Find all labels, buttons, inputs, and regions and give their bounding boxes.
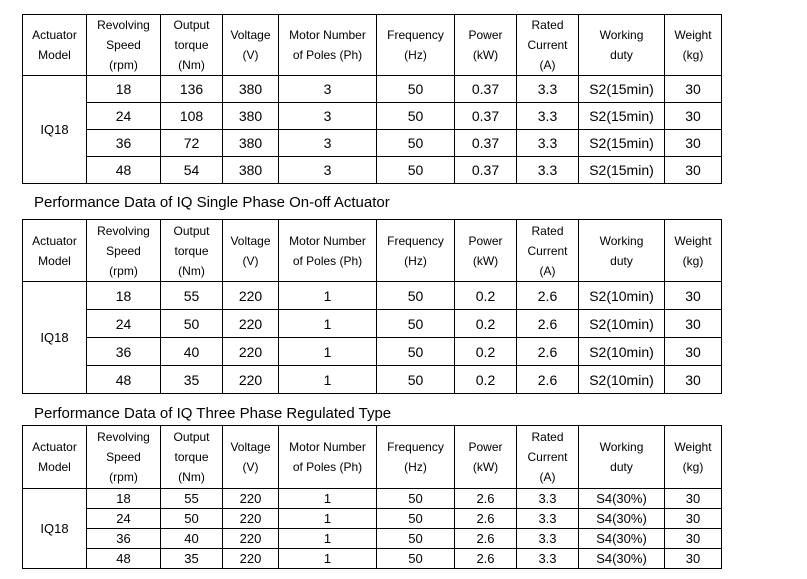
header-line: (V): [242, 253, 259, 268]
header-line: (rpm): [109, 470, 138, 484]
column-header: [455, 15, 517, 76]
model-cell: IQ18: [23, 489, 87, 569]
table-cell: 1: [279, 489, 377, 509]
column-header: [665, 15, 722, 76]
header-line: Rated: [531, 18, 564, 32]
header-line: Model: [38, 253, 71, 268]
performance-table-1: [22, 14, 722, 184]
header-line: Revolving: [97, 18, 150, 32]
header-line: (Hz): [404, 460, 427, 474]
table-cell: 0.2: [455, 310, 517, 338]
header-line: Speed: [106, 243, 141, 258]
table-cell: 50: [377, 76, 455, 103]
table-cell: 50: [377, 529, 455, 549]
table-cell: 0.2: [455, 282, 517, 310]
column-header: [579, 15, 665, 76]
table-cell: 2.6: [517, 338, 579, 366]
table-cell: 50: [161, 509, 223, 529]
performance-table-2: [22, 219, 722, 394]
header-line: (kW): [472, 460, 499, 474]
table-cell: 36: [87, 529, 161, 549]
header-line: Power: [468, 233, 503, 248]
table-cell: 50: [377, 157, 455, 184]
table-cell: 3.3: [517, 157, 579, 184]
model-cell: IQ18: [23, 76, 87, 184]
table-cell: 3.3: [517, 103, 579, 130]
column-header: [23, 220, 87, 282]
header-line: (Hz): [404, 253, 427, 268]
header-line: duty: [610, 253, 633, 268]
table-cell: 0.37: [455, 103, 517, 130]
column-header: [87, 15, 161, 76]
header-line: Output: [173, 18, 210, 32]
header-line: (A): [539, 58, 556, 72]
table-3-caption: Performance Data of IQ Three Phase Regulated Type: [34, 405, 392, 422]
table-cell: 1: [279, 509, 377, 529]
table-cell: 50: [377, 489, 455, 509]
table-cell: 36: [87, 130, 161, 157]
table-cell: 0.2: [455, 338, 517, 366]
header-line: (V): [242, 460, 259, 474]
table-cell: S2(15min): [579, 103, 665, 130]
table-cell: 30: [665, 157, 722, 184]
header-line: of Poles (Ph): [292, 253, 363, 268]
table-cell: S2(10min): [579, 366, 665, 394]
header-line: Motor Number: [289, 233, 366, 248]
table-cell: 18: [87, 76, 161, 103]
header-line: (Nm): [178, 58, 205, 72]
table-cell: 220: [223, 310, 279, 338]
table-cell: 2.6: [455, 489, 517, 509]
table-cell: S2(10min): [579, 282, 665, 310]
table-cell: 380: [223, 103, 279, 130]
table-cell: S2(15min): [579, 76, 665, 103]
header-line: Motor Number: [289, 28, 366, 42]
table-cell: 1: [279, 310, 377, 338]
table-cell: 50: [377, 509, 455, 529]
header-line: Current: [527, 38, 568, 52]
column-header: [161, 426, 223, 489]
table-cell: 30: [665, 338, 722, 366]
header-line: Revolving: [97, 430, 150, 444]
table-cell: 380: [223, 157, 279, 184]
header-line: Weight: [674, 440, 712, 454]
table-cell: 3: [279, 103, 377, 130]
table-cell: 1: [279, 366, 377, 394]
table-cell: 380: [223, 76, 279, 103]
table-cell: 0.37: [455, 76, 517, 103]
table-cell: 380: [223, 130, 279, 157]
header-line: Working: [599, 440, 644, 454]
header-line: Output: [173, 223, 210, 238]
table-cell: 30: [665, 529, 722, 549]
table-cell: 30: [665, 310, 722, 338]
table-cell: S4(30%): [579, 489, 665, 509]
table-cell: 50: [377, 366, 455, 394]
table-cell: 18: [87, 489, 161, 509]
header-line: Actuator: [32, 233, 77, 248]
table-cell: 3.3: [517, 76, 579, 103]
column-header: [23, 15, 87, 76]
header-line: Model: [38, 460, 71, 474]
table-row: [23, 282, 722, 310]
table-cell: 30: [665, 489, 722, 509]
header-line: Power: [468, 28, 503, 42]
header-line: (kg): [682, 48, 704, 62]
column-header: [161, 15, 223, 76]
header-line: Frequency: [387, 440, 444, 454]
table-cell: 50: [377, 310, 455, 338]
table-cell: 2.6: [517, 366, 579, 394]
column-header: [223, 426, 279, 489]
table-row: [23, 103, 722, 130]
header-line: Current: [527, 243, 568, 258]
header-line: (rpm): [109, 58, 138, 72]
table-cell: 0.2: [455, 366, 517, 394]
header-line: Actuator: [32, 440, 77, 454]
header-line: Weight: [674, 233, 712, 248]
table-cell: 30: [665, 76, 722, 103]
table-cell: 50: [377, 338, 455, 366]
header-line: torque: [174, 38, 209, 52]
column-header: [23, 426, 87, 489]
model-cell: IQ18: [23, 282, 87, 394]
table-cell: 1: [279, 549, 377, 569]
header-line: Weight: [674, 28, 712, 42]
table-row: [23, 529, 722, 549]
header-line: Voltage: [230, 440, 271, 454]
table-cell: 48: [87, 549, 161, 569]
table-cell: 3.3: [517, 130, 579, 157]
table-cell: 72: [161, 130, 223, 157]
table-cell: 24: [87, 509, 161, 529]
header-line: Actuator: [32, 28, 77, 42]
table-cell: 1: [279, 282, 377, 310]
header-line: Speed: [106, 450, 141, 464]
column-header: [279, 426, 377, 489]
table-cell: 48: [87, 366, 161, 394]
table-row: [23, 157, 722, 184]
header-line: Rated: [531, 430, 564, 444]
table-row: [23, 338, 722, 366]
table-cell: S2(15min): [579, 157, 665, 184]
table-cell: 1: [279, 338, 377, 366]
table-cell: 2.6: [517, 282, 579, 310]
table-cell: S2(10min): [579, 338, 665, 366]
table-cell: 2.6: [455, 509, 517, 529]
header-line: Model: [38, 48, 71, 62]
table-cell: 108: [161, 103, 223, 130]
column-header: [455, 426, 517, 489]
table-row: [23, 366, 722, 394]
table-cell: 36: [87, 338, 161, 366]
table-cell: 55: [161, 282, 223, 310]
header-line: (Nm): [178, 470, 205, 484]
table-2-caption: Performance Data of IQ Single Phase On-off Actuator: [34, 194, 390, 211]
table-cell: 3: [279, 157, 377, 184]
column-header: [579, 220, 665, 282]
table-row: [23, 509, 722, 529]
header-line: Frequency: [387, 233, 444, 248]
header-line: (kW): [472, 253, 499, 268]
header-line: (rpm): [109, 263, 138, 278]
table-cell: 220: [223, 549, 279, 569]
column-header: [223, 220, 279, 282]
column-header: [665, 426, 722, 489]
header-line: of Poles (Ph): [292, 460, 363, 474]
column-header: [161, 220, 223, 282]
table-cell: 30: [665, 130, 722, 157]
column-header: [279, 15, 377, 76]
column-header: [223, 15, 279, 76]
table-cell: S4(30%): [579, 549, 665, 569]
header-line: (Hz): [404, 48, 427, 62]
header-line: duty: [610, 460, 633, 474]
table-cell: 35: [161, 549, 223, 569]
table-row: [23, 130, 722, 157]
table-cell: 220: [223, 338, 279, 366]
header-line: Voltage: [230, 28, 271, 42]
table-row: [23, 489, 722, 509]
table-cell: S4(30%): [579, 529, 665, 549]
table-cell: 3.3: [517, 529, 579, 549]
table-cell: 48: [87, 157, 161, 184]
table-cell: 220: [223, 282, 279, 310]
table-cell: 220: [223, 529, 279, 549]
header-line: (kg): [682, 253, 704, 268]
table-cell: 136: [161, 76, 223, 103]
column-header: [517, 426, 579, 489]
table-row: [23, 76, 722, 103]
column-header: [377, 426, 455, 489]
table-cell: 18: [87, 282, 161, 310]
header-line: of Poles (Ph): [292, 48, 363, 62]
header-line: Output: [173, 430, 210, 444]
header-line: Speed: [106, 38, 141, 52]
header-line: (A): [539, 263, 556, 278]
table-cell: 220: [223, 366, 279, 394]
table-cell: 3: [279, 130, 377, 157]
header-line: (kW): [472, 48, 499, 62]
header-line: Working: [599, 233, 644, 248]
column-header: [87, 426, 161, 489]
header-line: Working: [599, 28, 644, 42]
column-header: [665, 220, 722, 282]
header-line: (V): [242, 48, 259, 62]
column-header: [279, 220, 377, 282]
table-cell: 0.37: [455, 130, 517, 157]
table-cell: 0.37: [455, 157, 517, 184]
table-cell: 55: [161, 489, 223, 509]
header-row: [23, 15, 722, 76]
table-cell: 50: [377, 549, 455, 569]
table-cell: 220: [223, 489, 279, 509]
table-cell: 30: [665, 366, 722, 394]
table-cell: 3: [279, 76, 377, 103]
table-row: [23, 549, 722, 569]
table-cell: 2.6: [455, 529, 517, 549]
table-cell: 24: [87, 103, 161, 130]
table-cell: 35: [161, 366, 223, 394]
table-cell: 50: [377, 282, 455, 310]
column-header: [377, 15, 455, 76]
table-cell: S2(15min): [579, 130, 665, 157]
table-cell: 54: [161, 157, 223, 184]
table-cell: 2.6: [517, 310, 579, 338]
column-header: [377, 220, 455, 282]
column-header: [579, 426, 665, 489]
table-cell: 220: [223, 509, 279, 529]
table-cell: S4(30%): [579, 509, 665, 529]
header-line: Revolving: [97, 223, 150, 238]
table-cell: 40: [161, 529, 223, 549]
performance-table-3: [22, 425, 722, 569]
table-cell: 50: [161, 310, 223, 338]
header-line: Motor Number: [289, 440, 366, 454]
header-line: Power: [468, 440, 503, 454]
column-header: [517, 15, 579, 76]
header-row: [23, 220, 722, 282]
header-line: (A): [539, 470, 556, 484]
table-cell: 2.6: [455, 549, 517, 569]
header-line: torque: [174, 450, 209, 464]
table-cell: 24: [87, 310, 161, 338]
table-cell: 3.3: [517, 509, 579, 529]
column-header: [455, 220, 517, 282]
table-row: [23, 310, 722, 338]
column-header: [517, 220, 579, 282]
header-line: Rated: [531, 223, 564, 238]
header-row: [23, 426, 722, 489]
header-line: (kg): [682, 460, 704, 474]
header-line: (Nm): [178, 263, 205, 278]
header-line: Frequency: [387, 28, 444, 42]
table-cell: S2(10min): [579, 310, 665, 338]
header-line: Current: [527, 450, 568, 464]
table-cell: 50: [377, 103, 455, 130]
table-cell: 50: [377, 130, 455, 157]
table-cell: 3.3: [517, 549, 579, 569]
table-cell: 30: [665, 103, 722, 130]
header-line: duty: [610, 48, 633, 62]
header-line: Voltage: [230, 233, 271, 248]
table-cell: 30: [665, 509, 722, 529]
table-cell: 30: [665, 549, 722, 569]
column-header: [87, 220, 161, 282]
table-cell: 40: [161, 338, 223, 366]
table-cell: 1: [279, 529, 377, 549]
table-cell: 30: [665, 282, 722, 310]
table-cell: 3.3: [517, 489, 579, 509]
header-line: torque: [174, 243, 209, 258]
